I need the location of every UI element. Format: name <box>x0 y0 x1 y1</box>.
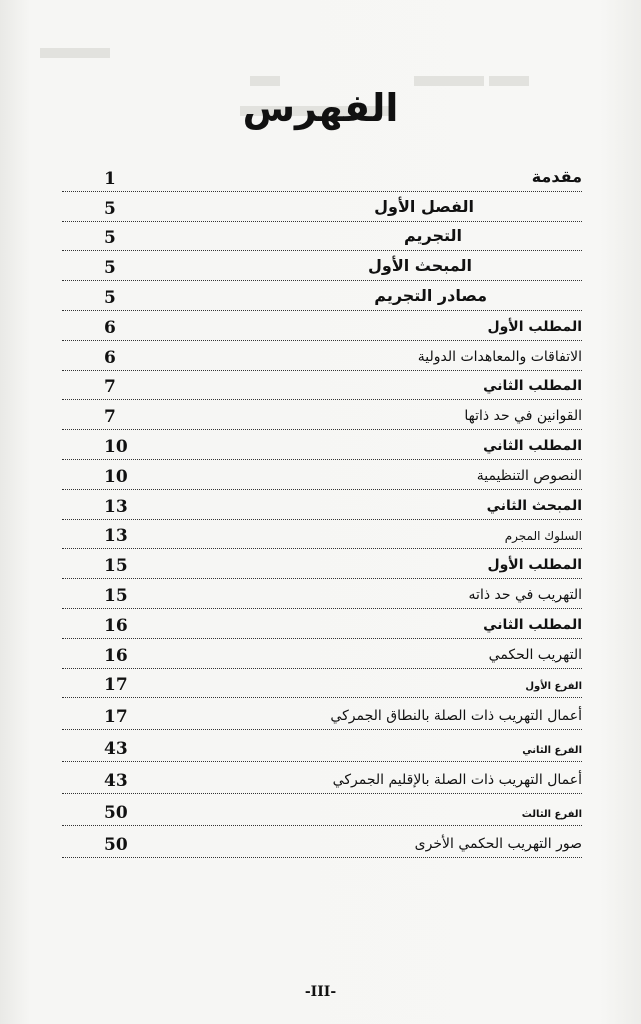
table-of-contents <box>62 162 582 858</box>
toc-page-number: 10 <box>104 436 128 457</box>
toc-page-number: 10 <box>104 466 128 487</box>
toc-row <box>62 490 582 520</box>
toc-entry-label: التهريب الحكمي <box>488 646 582 663</box>
toc-page-number: 17 <box>104 675 128 696</box>
toc-row <box>62 251 582 281</box>
toc-row <box>62 826 582 858</box>
toc-row <box>62 698 582 730</box>
toc-row <box>62 460 582 490</box>
toc-page-number: 5 <box>104 287 116 308</box>
toc-entry-label: المبحث الأول <box>367 256 472 276</box>
toc-entry-label: الفرع الثالث <box>521 809 582 821</box>
toc-row <box>62 341 582 371</box>
toc-row <box>62 400 582 430</box>
toc-entry-label: أعمال التهريب ذات الصلة بالنطاق الجمركي <box>330 708 582 725</box>
toc-page-number: 5 <box>104 258 116 279</box>
toc-row <box>62 162 582 192</box>
toc-row <box>62 669 582 699</box>
toc-page-number: 15 <box>104 556 128 577</box>
toc-page-number: 7 <box>104 407 116 428</box>
page-title: الفهرس <box>242 86 399 130</box>
toc-row <box>62 579 582 609</box>
toc-row <box>62 192 582 222</box>
toc-entry-label: القوانين في حد ذاتها <box>464 408 582 425</box>
toc-page-number: 15 <box>104 585 128 606</box>
toc-row <box>62 762 582 794</box>
toc-page-number: 43 <box>104 739 128 760</box>
toc-row <box>62 609 582 639</box>
toc-entry-label: مصادر التجريم <box>374 285 487 305</box>
toc-page-number: 5 <box>104 198 116 219</box>
toc-page-number: 6 <box>104 317 116 338</box>
toc-row <box>62 281 582 311</box>
toc-row <box>62 549 582 579</box>
toc-page-number: 50 <box>104 803 128 824</box>
toc-row <box>62 222 582 252</box>
toc-row <box>62 730 582 762</box>
toc-entry-label: الفصل الأول <box>374 196 474 216</box>
toc-page-number: 50 <box>104 835 128 856</box>
toc-entry-label: الفرع الأول <box>525 681 582 693</box>
toc-page-number: 5 <box>104 228 116 249</box>
toc-page-number: 13 <box>104 526 128 547</box>
toc-row <box>62 794 582 826</box>
toc-entry-label: المطلب الأول <box>487 318 582 335</box>
toc-entry-label: المطلب الثاني <box>483 437 582 454</box>
toc-page-number: 16 <box>104 615 128 636</box>
toc-entry-label: السلوك المجرم <box>504 529 582 544</box>
toc-entry-label: التهريب في حد ذاته <box>468 586 582 603</box>
toc-page-number: 13 <box>104 496 128 517</box>
toc-entry-label: الفرع الثاني <box>522 745 582 757</box>
toc-entry-label: الاتفاقات والمعاهدات الدولية <box>417 348 582 365</box>
toc-page-number: 1 <box>104 168 116 189</box>
toc-page-number: 7 <box>104 377 116 398</box>
bleed-through-text <box>40 46 110 62</box>
toc-entry-label: المبحث الثاني <box>486 497 582 514</box>
toc-page-number: 16 <box>104 645 128 666</box>
toc-row <box>62 430 582 460</box>
toc-entry-label: أعمال التهريب ذات الصلة بالإقليم الجمركي <box>332 772 582 789</box>
toc-entry-label: مقدمة <box>531 166 582 186</box>
toc-row <box>62 371 582 401</box>
toc-row <box>62 520 582 550</box>
toc-entry-label: المطلب الثاني <box>483 378 582 395</box>
toc-page-number: 6 <box>104 347 116 368</box>
page-number-footer: -III- <box>304 984 337 1000</box>
toc-entry-label: صور التهريب الحكمي الأخرى <box>414 836 582 853</box>
toc-page-number: 17 <box>104 707 128 728</box>
toc-row <box>62 311 582 341</box>
toc-row <box>62 639 582 669</box>
toc-entry-label: المطلب الأول <box>487 557 582 574</box>
toc-entry-label: النصوص التنظيمية <box>476 467 582 484</box>
toc-entry-label: المطلب الثاني <box>483 616 582 633</box>
toc-page-number: 43 <box>104 771 128 792</box>
toc-entry-label: التجريم <box>403 226 462 246</box>
